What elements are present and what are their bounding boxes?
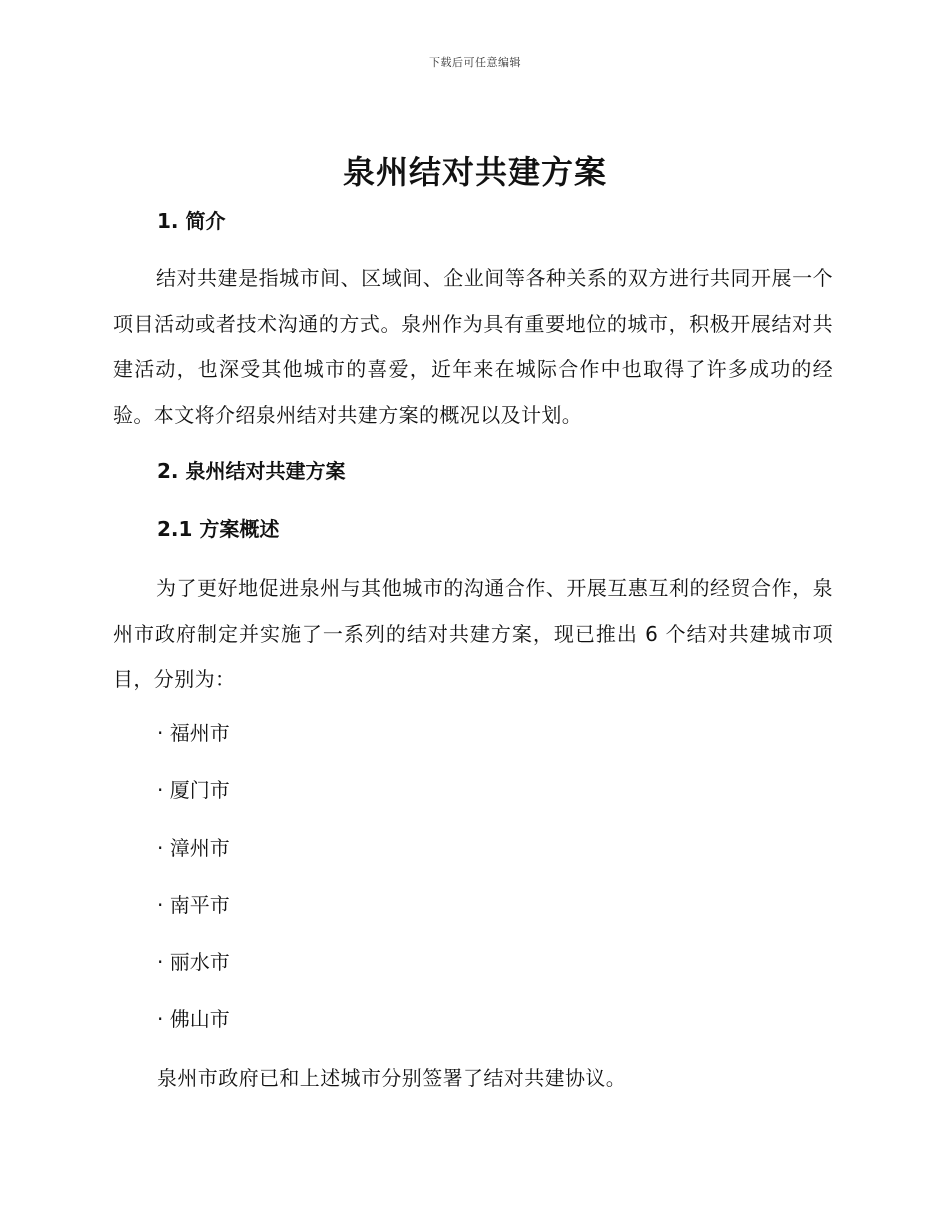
section-heading-plan: 2. 泉州结对共建方案: [157, 459, 346, 483]
closing-paragraph: 泉州市政府已和上述城市分别签署了结对共建协议。: [157, 1066, 627, 1090]
list-item-foshan: · 佛山市: [157, 1007, 230, 1032]
intro-paragraph: 结对共建是指城市间、区域间、企业间等各种关系的双方进行共同开展一个项目活动或者技术沟通的方式。泉州作为具有重要地位的城市，积极开展结对共建活动，也深受其他城市的喜爱，近年来在城际合作中也取得了许多成功的经验。本文将介绍泉州结对共建方案的概况以及计划。: [113, 266, 833, 427]
subsection-heading-overview: 2.1 方案概述: [157, 517, 280, 541]
overview-paragraph: 为了更好地促进泉州与其他城市的沟通合作、开展互惠互利的经贸合作，泉州市政府制定并实施了一系列的结对共建方案，现已推出 6 个结对共建城市项目，分别为：: [113, 576, 833, 691]
section-heading-intro: 1. 简介: [157, 209, 226, 233]
list-item-lishui: · 丽水市: [157, 950, 230, 975]
page-header-note: 下载后可任意编辑: [429, 56, 521, 69]
list-item-xiamen: · 厦门市: [157, 778, 230, 803]
document-title: 泉州结对共建方案: [342, 153, 607, 191]
list-item-nanping: · 南平市: [157, 892, 230, 917]
list-item-fuzhou: · 福州市: [157, 721, 230, 745]
partner-city-list: [157, 715, 230, 1059]
list-item-zhangzhou: · 漳州市: [157, 835, 230, 860]
